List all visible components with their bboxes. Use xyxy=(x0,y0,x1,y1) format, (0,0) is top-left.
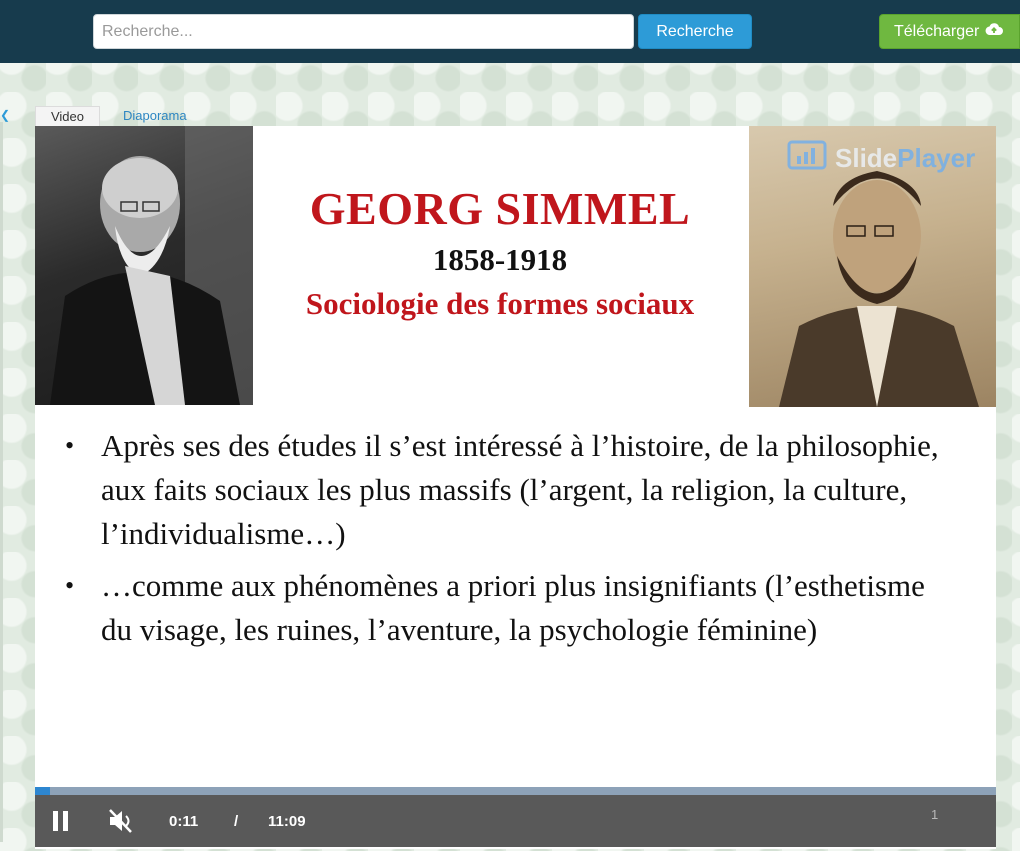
slideplayer-logo-icon xyxy=(787,138,829,179)
chevron-left-icon[interactable]: ❮ xyxy=(0,108,11,122)
download-label: Télécharger xyxy=(894,22,980,40)
slide-title: GEORG SIMMEL xyxy=(309,183,691,234)
slide-number: 1 xyxy=(931,807,939,822)
search-input[interactable] xyxy=(93,14,634,49)
current-time: 0:11 xyxy=(169,813,199,830)
slideplayer-watermark xyxy=(787,138,975,179)
tab-video[interactable]: Video xyxy=(35,106,100,126)
video-duration: 11:09 xyxy=(268,813,306,830)
video-controls xyxy=(35,795,996,847)
cloud-upload-icon xyxy=(985,22,1003,41)
slide-bullet-list xyxy=(63,424,963,660)
slide-years: 1858-1918 xyxy=(432,242,568,277)
pause-icon[interactable] xyxy=(51,810,71,832)
download-button[interactable] xyxy=(879,14,1020,49)
tab-diaporama[interactable]: Diaporama xyxy=(123,108,187,123)
search-button[interactable]: Recherche xyxy=(638,14,752,49)
slide-bullet: • Après ses des études il s’est intéressé à l’histoire, de la philosophie, aux faits sociaux les plus massifs (l’argent, la religion, la culture, l’individualisme…) xyxy=(63,424,963,556)
watermark-text-slide: Slide xyxy=(835,143,898,173)
slide-subtitle: Sociologie des formes sociaux xyxy=(305,286,695,321)
watermark-text-player: Player xyxy=(897,143,976,173)
video-player xyxy=(35,126,996,849)
top-navbar xyxy=(0,0,1020,63)
time-separator: / xyxy=(234,813,239,830)
video-progress-fill xyxy=(35,787,50,795)
portrait-photo-left xyxy=(35,126,253,405)
side-panel-edge xyxy=(0,122,3,842)
video-progress-bar[interactable] xyxy=(35,787,996,795)
volume-muted-icon[interactable] xyxy=(107,808,135,834)
slide-bullet: • …comme aux phénomènes a priori plus insignifiants (l’esthetisme du visage, les ruines, l’aventure, la psychologie féminine) xyxy=(63,564,963,652)
